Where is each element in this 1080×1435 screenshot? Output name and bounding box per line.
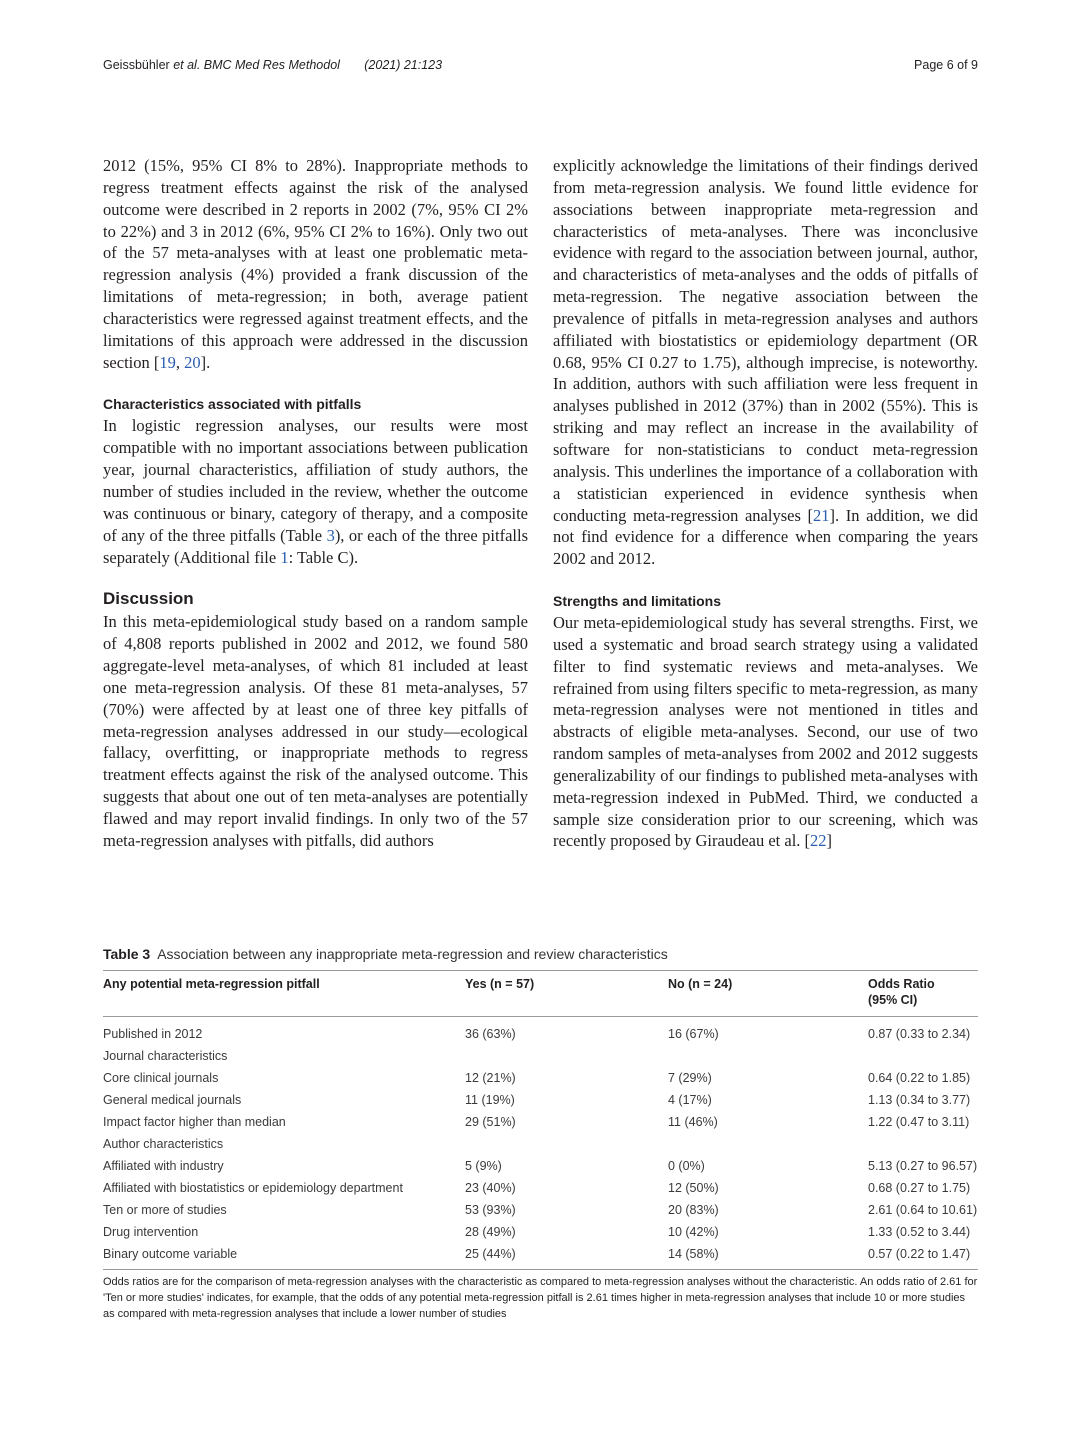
row-no [668,1045,868,1067]
table-header-row [103,971,978,1017]
row-or: 5.13 (0.27 to 96.57) [868,1159,978,1173]
row-yes: 29 (51%) [465,1115,516,1129]
table-label: Table 3 [103,946,151,962]
text-run: ]. [200,352,211,372]
text-run: 2012 (15%, 95% CI 8% to 28%). Inappropriate methods to regress treatment effects against the risk of the analysed outcome were described in 2 reports in 2002 (7%, 95% CI 2% to 22%) and 3 in 2012 (6%, 95% CI 2% to 16%). Only two out of the 57 meta-analyses with at least one problematic meta-regression analysis (4%) provided a frank discussion of the limitations of meta-regression; in both, average patient characteristics were regressed against treatment effects, and the limitations of this approach were addressed in the discussion section [ [103,156,528,372]
row-or: 1.33 (0.52 to 3.44) [868,1225,971,1239]
right-paragraph-1 [553,155,978,570]
row-or [868,1045,978,1067]
row-label: Published in 2012 [103,1027,203,1041]
row-yes: 11 (19%) [465,1093,515,1107]
left-column [103,155,528,852]
reference-link-22[interactable]: 22 [810,831,827,851]
table-row [103,1155,978,1177]
row-no: 14 (58%) [668,1247,719,1261]
citation-year: (2021) 21:123 [364,58,443,72]
table-row [103,1017,978,1046]
row-label: Journal characteristics [103,1049,228,1063]
row-label: Drug intervention [103,1225,199,1239]
row-yes: 23 (40%) [465,1181,516,1195]
text-run: Our meta-epidemiological study has several strengths. First, we used a systematic and broad search strategy using a validated filter to find systematic reviews and meta-analyses. We refrained from using filters specific to meta-regression, as many meta-regression analyses were not mentioned in titles and abstracts of eligible meta-analyses. Second, our use of two random samples of meta-analyses from 2002 and 2012 suggests generalizability of our findings to published meta-analyses with meta-regression indexed in PubMed. Third, we conducted a sample size consideration prior to our screening, which was recently proposed by Giraudeau et al. [ [553,613,978,851]
row-or: 1.22 (0.47 to 3.11) [868,1115,970,1129]
citation-etal: et al. BMC Med Res Methodol [173,58,340,72]
row-no: 4 (17%) [668,1093,712,1107]
row-no: 16 (67%) [668,1027,719,1041]
reference-link-20[interactable]: 20 [184,352,201,372]
header-no: No (n = 24) [668,971,868,1017]
row-or: 1.13 (0.34 to 3.77) [868,1093,971,1107]
text-run: explicitly acknowledge the limitations of their findings derived from meta-regression analysis. We found little evidence for associations between inappropriate meta-regression and characteristics of meta-analyses. There was inconclusive evidence with regard to the association between journal, author, and characteristics of meta-analyses and the odds of pitfalls of meta-regression. The negative association between the prevalence of pitfalls in meta-regression analyses and authors affiliated with biostatistics or epidemiology department (OR 0.68, 95% CI 0.27 to 1.75), although imprecise, is noteworthy. In addition, authors with such affiliation were less frequent in analyses published in 2012 (37%) than in 2002 (55%). This is striking and may reflect an increase in the availability of software for non-statisticians to conduct meta-regression analysis. This underlines the importance of a collaboration with a statistician experienced in evidence synthesis when conducting meta-regression analyses [ [553,156,978,525]
text-run: ), or each of the three pitfalls separately (Additional file [103,525,528,567]
table-row [103,1243,978,1265]
table-row [103,1133,978,1155]
table-row [103,1089,978,1111]
row-label: Author characteristics [103,1137,224,1151]
heading-strengths: Strengths and limitations [553,593,722,610]
table-3 [103,945,978,1322]
row-label: Affiliated with biostatistics or epidemiology department [103,1181,403,1195]
header-pitfall: Any potential meta-regression pitfall [103,971,465,1017]
table-row [103,1067,978,1089]
table-row [103,1045,978,1067]
row-no: 0 (0%) [668,1159,705,1173]
row-yes: 36 (63%) [465,1027,516,1041]
heading-discussion: Discussion [103,589,194,609]
row-label: Impact factor higher than median [103,1115,286,1129]
right-column [553,155,978,852]
row-or: 2.61 (0.64 to 10.61) [868,1203,978,1217]
table-row [103,1177,978,1199]
row-label: Ten or more of studies [103,1203,227,1217]
header-yes: Yes (n = 57) [465,971,668,1017]
table-3-link[interactable]: 3 [326,525,335,545]
row-yes [465,1045,668,1067]
row-no: 20 (83%) [668,1203,719,1217]
row-yes: 25 (44%) [465,1247,516,1261]
row-yes: 12 (21%) [465,1071,516,1085]
heading-characteristics: Characteristics associated with pitfalls [103,396,362,413]
row-no [668,1133,868,1155]
row-or: 0.87 (0.33 to 2.34) [868,1027,971,1041]
row-no: 7 (29%) [668,1071,712,1085]
table-row [103,1221,978,1243]
text-run: : Table C). [288,547,359,567]
row-yes: 5 (9%) [465,1159,502,1173]
table-row [103,1199,978,1221]
row-label: Binary outcome variable [103,1247,238,1261]
row-no: 11 (46%) [668,1115,718,1129]
text-run: ]. In addition, we did not find evidence for a difference when comparing the years 2002 and 2012. [553,505,978,569]
row-yes: 28 (49%) [465,1225,516,1239]
text-run: In logistic regression analyses, our results were most compatible with no important associations between publication year, journal characteristics, affiliation of study authors, the number of studies included in the review, whether the outcome was continuous or binary, category of therapy, and a composite of any of the three pitfalls (Table [103,416,528,545]
row-yes: 53 (93%) [465,1203,516,1217]
data-table [103,970,978,1265]
text-run: , [175,352,185,372]
header-odds-ratio-line1: Odds Ratio [868,977,935,991]
row-or: 0.68 (0.27 to 1.75) [868,1181,971,1195]
row-no: 10 (42%) [668,1225,719,1239]
right-paragraph-2 [553,612,978,852]
row-no: 12 (50%) [668,1181,719,1195]
reference-link-19[interactable]: 19 [159,352,176,372]
citation-authors: Geissbühler [103,58,174,72]
left-paragraph-3: In this meta-epidemiological study based on a random sample of 4,808 reports published in 2002 and 2012, we found 580 aggregate-level meta-analyses, of which 81 included at least one meta-regression analysis. Of these 81 meta-analyses, 57 (70%) were affected by at least one of three key pitfalls of meta-regression analyses addressed in our study—ecological fallacy, overfitting, or inappropriate methods to regress treatment effects against the risk of the analysed outcome. This suggests that about one out of ten meta-analyses are potentially flawed and may report invalid findings. In only two of the 57 meta-regression analyses with pitfalls, did authors [103,612,528,850]
row-or: 0.64 (0.22 to 1.85) [868,1071,971,1085]
table-caption [103,945,978,963]
table-caption-text: Association between any inappropriate meta-regression and review characteristics [157,946,668,962]
additional-file-1-link[interactable]: 1 [280,547,289,567]
row-yes [465,1133,668,1155]
row-label: Core clinical journals [103,1071,219,1085]
row-label: Affiliated with industry [103,1159,224,1173]
reference-link-21[interactable]: 21 [813,505,830,525]
left-paragraph-2 [103,415,528,568]
left-paragraph-1 [103,155,528,373]
running-header [103,58,978,72]
header-odds-ratio [868,971,978,1017]
table-footnote: Odds ratios are for the comparison of meta-regression analyses with the characteristic as compared to meta-regression analyses without the characteristic. An odds ratio of 2.61 for 'Ten or more studies' indicates, for example, that the odds of any potential meta-regression pitfall is 2.61 times higher in meta-regression analyses that include 10 or more studies as compared with meta-regression analyses that include a lower number of studies [103,1269,978,1322]
page-number: Page 6 of 9 [914,58,978,72]
row-label: General medical journals [103,1093,242,1107]
row-or: 0.57 (0.22 to 1.47) [868,1247,971,1261]
row-or [868,1133,978,1155]
header-odds-ratio-line2: (95% CI) [868,993,918,1007]
table-row [103,1111,978,1133]
text-run: ] [826,831,833,851]
